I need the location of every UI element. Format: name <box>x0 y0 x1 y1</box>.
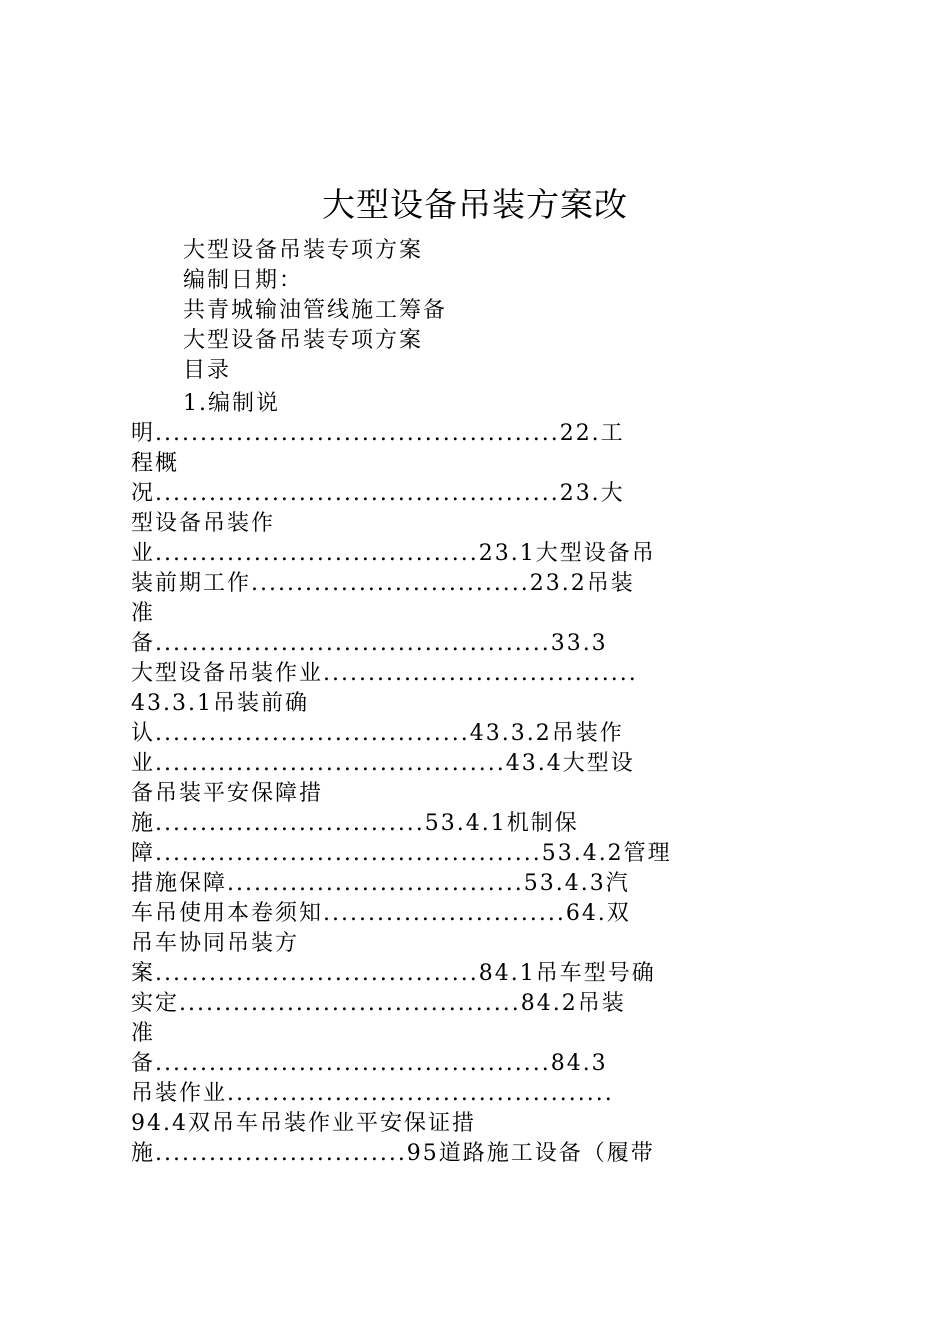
toc-line: 大型设备吊装作业................................... <box>131 661 638 686</box>
toc-line: 94.4双吊车吊装作业平安保证措 <box>131 1111 476 1136</box>
toc-line: 装前期工作...............................23.2吊装 <box>131 571 635 596</box>
toc-line: 施............................95道路施工设备（履带 <box>131 1141 655 1166</box>
document-title: 大型设备吊装方案改 <box>322 185 628 224</box>
toc-line: 业....................................23.1大型设备吊 <box>131 541 656 566</box>
toc-line: 程概 <box>131 451 180 476</box>
table-of-contents <box>131 389 831 1169</box>
toc-line: 实定......................................84.2吊装 <box>131 991 626 1016</box>
toc-line: 备............................................84.3 <box>131 1051 608 1076</box>
toc-line: 障...........................................53.4.2管理 <box>131 841 672 866</box>
toc-line: 准 <box>131 1021 156 1046</box>
toc-line: 施..............................53.4.1机制保 <box>131 811 579 836</box>
toc-line: 43.3.1吊装前确 <box>131 691 309 716</box>
toc-line: 认...................................43.3.2吊装作 <box>131 721 624 746</box>
intro-line: 大型设备吊装专项方案 <box>183 328 424 353</box>
toc-line: 型设备吊装作 <box>131 511 276 536</box>
intro-line: 编制日期： <box>183 268 304 293</box>
intro-line: 共青城输油管线施工筹备 <box>183 298 448 323</box>
toc-line: 吊车协同吊装方 <box>131 931 300 956</box>
toc-line: 案....................................84.1吊车型号确 <box>131 961 656 986</box>
toc-line: 况.............................................23.大 <box>131 481 625 506</box>
toc-line: 明.............................................22.工 <box>131 421 625 446</box>
toc-line: 车吊使用本卷须知...........................64.双 <box>131 901 631 926</box>
intro-block <box>183 236 447 386</box>
toc-line: 准 <box>131 601 156 626</box>
toc-line: 备吊装平安保障措 <box>131 781 324 806</box>
toc-line: 吊装作业........................................... <box>131 1081 614 1106</box>
toc-heading: 目录 <box>183 358 232 383</box>
toc-line: 1.编制说 <box>183 391 280 416</box>
toc-line: 业.......................................43.4大型设 <box>131 751 635 776</box>
toc-line: 备............................................33.3 <box>131 631 608 656</box>
intro-line: 大型设备吊装专项方案 <box>183 238 424 263</box>
toc-line: 措施保障.................................53.4.3汽 <box>131 871 630 896</box>
